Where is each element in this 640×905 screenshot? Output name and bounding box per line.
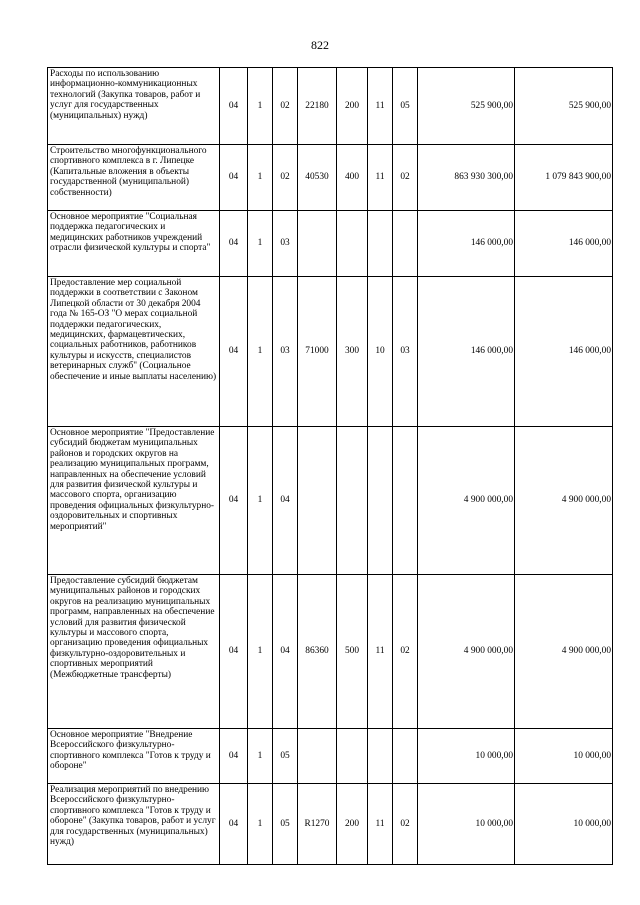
budget-table [47, 67, 613, 865]
program-code: 04 [220, 784, 248, 865]
page-number: 822 [311, 38, 329, 52]
subprogram-code: 1 [248, 68, 273, 145]
section-code: 11 [368, 68, 393, 145]
table-row [48, 427, 613, 575]
table-row [48, 729, 613, 784]
section-code: 11 [368, 145, 393, 211]
subsection-code: 02 [393, 784, 418, 865]
subsection-code [393, 211, 418, 277]
direction-code: 40530 [298, 145, 337, 211]
row-description: Предоставление субсидий бюджетам муниципальных районов и городских округов на реализацию муниципальных программ, направленных на обеспечение условий для развития физической культуры и массового спорта, организацию проведения официальных физкультурно-оздоровительных и спортивных мероприятий (Межбюджетные трансферты) [48, 575, 220, 729]
main-activity-code: 05 [273, 784, 298, 865]
section-code [368, 729, 393, 784]
direction-code: 71000 [298, 277, 337, 427]
subsection-code: 02 [393, 145, 418, 211]
main-activity-code: 02 [273, 145, 298, 211]
table-row [48, 277, 613, 427]
amount-year-2: 4 900 000,00 [515, 575, 613, 729]
amount-year-2: 525 900,00 [515, 68, 613, 145]
amount-year-1: 4 900 000,00 [418, 427, 515, 575]
subprogram-code: 1 [248, 145, 273, 211]
expense-type-code [337, 211, 368, 277]
amount-year-2: 10 000,00 [515, 784, 613, 865]
amount-year-2: 146 000,00 [515, 211, 613, 277]
amount-year-1: 525 900,00 [418, 68, 515, 145]
subprogram-code: 1 [248, 729, 273, 784]
row-description: Реализация мероприятий по внедрению Всероссийского физкультурно-спортивного комплекса "Готов к труду и обороне" (Закупка товаров, работ и услуг для государственных (муниципальных) нужд) [48, 784, 220, 865]
subsection-code [393, 729, 418, 784]
direction-code: 22180 [298, 68, 337, 145]
row-description: Основное мероприятие "Внедрение Всероссийского физкультурно-спортивного комплекса "Готов к труду и обороне" [48, 729, 220, 784]
expense-type-code [337, 729, 368, 784]
direction-code [298, 211, 337, 277]
table-row [48, 575, 613, 729]
row-description: Расходы по использованию информационно-коммуникационных технологий (Закупка товаров, работ и услуг для государственных (муниципальных) нужд) [48, 68, 220, 145]
amount-year-2: 146 000,00 [515, 277, 613, 427]
subprogram-code: 1 [248, 427, 273, 575]
table-row [48, 145, 613, 211]
main-activity-code: 03 [273, 211, 298, 277]
subprogram-code: 1 [248, 575, 273, 729]
section-code: 11 [368, 784, 393, 865]
main-activity-code: 04 [273, 575, 298, 729]
program-code: 04 [220, 277, 248, 427]
main-activity-code: 05 [273, 729, 298, 784]
section-code: 11 [368, 575, 393, 729]
expense-type-code: 300 [337, 277, 368, 427]
section-code [368, 427, 393, 575]
amount-year-1: 4 900 000,00 [418, 575, 515, 729]
expense-type-code [337, 427, 368, 575]
expense-type-code: 500 [337, 575, 368, 729]
row-description: Строительство многофункционального спортивного комплекса в г. Липецке (Капитальные вложения в объекты государственной (муниципальной) собственности) [48, 145, 220, 211]
subsection-code: 02 [393, 575, 418, 729]
amount-year-1: 10 000,00 [418, 784, 515, 865]
row-description: Предоставление мер социальной поддержки в соответствии с Законом Липецкой области от 30 декабря 2004 года № 165-ОЗ "О мерах социальной поддержки педагогических, медицинских, фармацевтических, социальных работников, работников культуры и искусств, специалистов ветеринарных служб" (Социальное обеспечение и иные выплаты населению) [48, 277, 220, 427]
table-row [48, 211, 613, 277]
program-code: 04 [220, 575, 248, 729]
amount-year-1: 10 000,00 [418, 729, 515, 784]
expense-type-code: 200 [337, 784, 368, 865]
section-code [368, 211, 393, 277]
amount-year-1: 146 000,00 [418, 211, 515, 277]
amount-year-1: 863 930 300,00 [418, 145, 515, 211]
program-code: 04 [220, 427, 248, 575]
amount-year-2: 1 079 843 900,00 [515, 145, 613, 211]
main-activity-code: 04 [273, 427, 298, 575]
amount-year-2: 4 900 000,00 [515, 427, 613, 575]
row-description: Основное мероприятие "Предоставление субсидий бюджетам муниципальных районов и городских округов на реализацию муниципальных программ, направленных на обеспечение условий для развития физической культуры и массового спорта, организацию проведения официальных физкультурно-оздоровительных и спортивных мероприятий" [48, 427, 220, 575]
program-code: 04 [220, 145, 248, 211]
expense-type-code: 400 [337, 145, 368, 211]
amount-year-2: 10 000,00 [515, 729, 613, 784]
subsection-code [393, 427, 418, 575]
subprogram-code: 1 [248, 784, 273, 865]
program-code: 04 [220, 68, 248, 145]
subsection-code: 03 [393, 277, 418, 427]
direction-code [298, 427, 337, 575]
table-row [48, 784, 613, 865]
program-code: 04 [220, 729, 248, 784]
row-description: Основное мероприятие "Социальная поддержка педагогических и медицинских работников учреждений отрасли физической культуры и спорта" [48, 211, 220, 277]
expense-type-code: 200 [337, 68, 368, 145]
main-activity-code: 02 [273, 68, 298, 145]
main-activity-code: 03 [273, 277, 298, 427]
table-row [48, 68, 613, 145]
subsection-code: 05 [393, 68, 418, 145]
subprogram-code: 1 [248, 277, 273, 427]
amount-year-1: 146 000,00 [418, 277, 515, 427]
direction-code [298, 729, 337, 784]
section-code: 10 [368, 277, 393, 427]
direction-code: 86360 [298, 575, 337, 729]
subprogram-code: 1 [248, 211, 273, 277]
program-code: 04 [220, 211, 248, 277]
direction-code: R1270 [298, 784, 337, 865]
